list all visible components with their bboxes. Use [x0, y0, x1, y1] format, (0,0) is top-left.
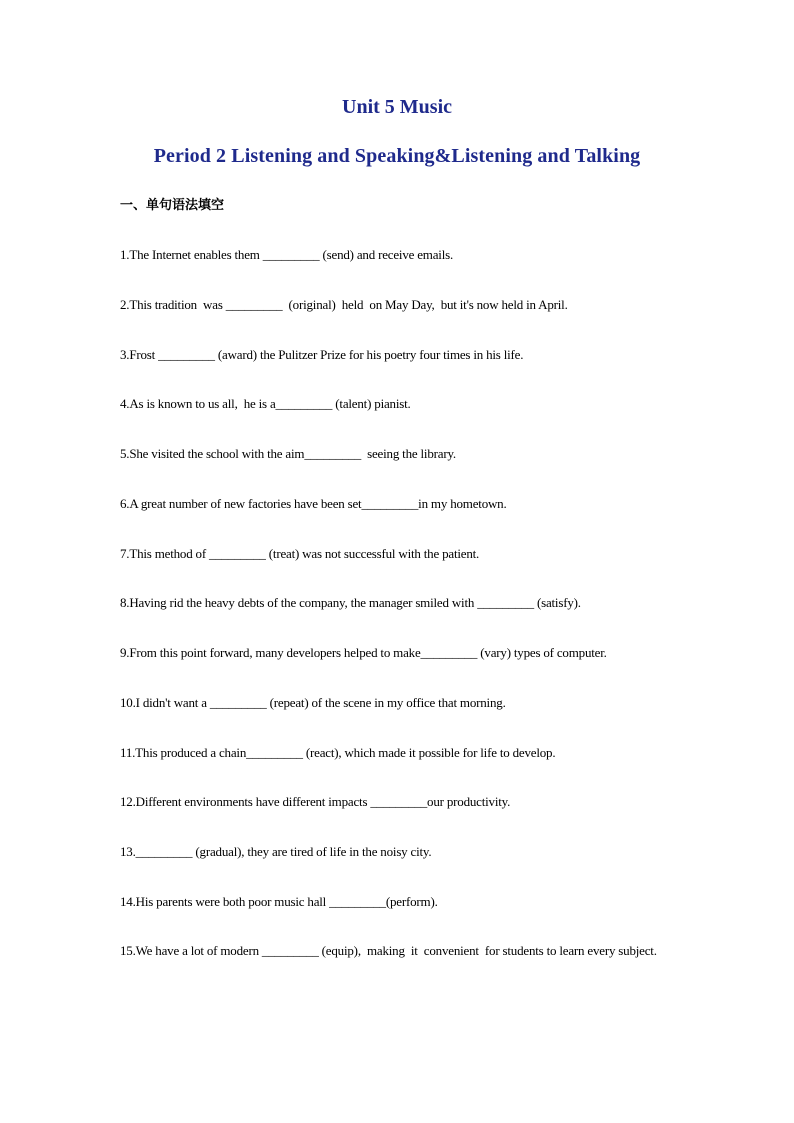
question-14: 14.His parents were both poor music hall _________(perform). [120, 894, 438, 909]
question-3: 3.Frost _________ (award) the Pulitzer Prize for his poetry four times in his life. [120, 347, 524, 362]
question-12: 12.Different environments have different impacts _________our productivity. [120, 794, 511, 809]
question-5: 5.She visited the school with the aim_________ seeing the library. [120, 446, 456, 461]
question-15: 15.We have a lot of modern _________ (equip), making it convenient for students to learn every subject. [120, 943, 657, 958]
unit-title: Unit 5 Music [342, 96, 452, 118]
question-6: 6.A great number of new factories have been set_________in my hometown. [120, 496, 507, 511]
period-title: Period 2 Listening and Speaking&Listening and Talking [153, 145, 641, 167]
section-heading: 一、单句语法填空 [120, 198, 225, 213]
question-2: 2.This tradition was _________ (original) held on May Day, but it's now held in April. [120, 297, 568, 312]
question-13: 13._________ (gradual), they are tired of life in the noisy city. [120, 844, 432, 859]
question-8: 8.Having rid the heavy debts of the company, the manager smiled with _________ (satisfy). [120, 595, 581, 610]
question-7: 7.This method of _________ (treat) was not successful with the patient. [120, 546, 480, 561]
question-10: 10.I didn't want a _________ (repeat) of the scene in my office that morning. [120, 695, 506, 710]
question-9: 9.From this point forward, many developers helped to make_________ (vary) types of computer. [120, 645, 607, 660]
question-11: 11.This produced a chain_________ (react), which made it possible for life to develop. [120, 745, 556, 760]
question-4: 4.As is known to us all, he is a_________ (talent) pianist. [120, 396, 411, 411]
question-1: 1.The Internet enables them _________ (send) and receive emails. [120, 247, 454, 262]
